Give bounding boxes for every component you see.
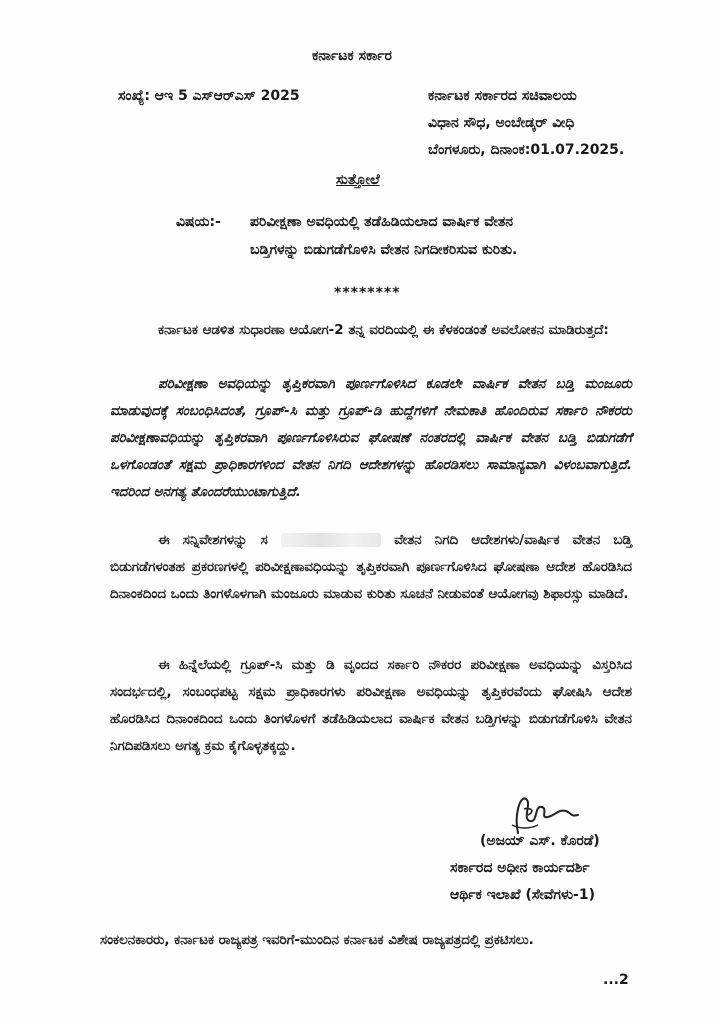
signatory-designation: ಸರ್ಕಾರದ ಅಧೀನ ಕಾರ್ಯದರ್ಶಿ [450, 860, 590, 876]
office-line-2: ವಿಧಾನ ಸೌಧ, ಅಂಬೇಡ್ಕರ್ ವೀಧಿ [428, 115, 575, 131]
paragraph-3-text-end: ವೇತನ ನಿಗದಿ ಆದೇಶಗಳು/ವಾರ್ಷಿಕ ವೇತನ ಬಡ್ತಿ ಬಿಡುಗಡೆಗಳಂತಹ ಪ್ರಕರಣಗಳಲ್ಲಿ ಪರಿವೀಕ್ಷಣಾವಧಿಯನ್ನು ತೃಪ್ತಿಕರವಾಗಿ ಪೂರ್ಣಗೊಳಿಸಿದ ಘೋಷಣಾ ಆದೇಶ ಹೊರಡಿಸಿದ ದಿನಾಂಕದಿಂದ ಒಂದು ತಿಂಗಳೊಳಗಾಗಿ ಮಂಜೂರು ಮಾಡುವ ಕುರಿತು ಸೂಚನೆ ನೀಡುವಂತೆ ಆಯೋಗವು ಶಿಫಾರಸ್ಸು ಮಾಡಿದೆ. [110, 533, 632, 602]
subject-line-2: ಬಡ್ತಿಗಳನ್ನು ಬಿಡುಗಡೆಗೊಳಿಸಿ ವೇತನ ನಿಗದೀಕರಿಸುವ ಕುರಿತು. [250, 242, 518, 258]
illegible-smudge [281, 533, 381, 547]
paragraph-1 [110, 317, 632, 344]
paragraph-2-quote [110, 371, 632, 506]
page-continuation: ...2 [603, 972, 629, 988]
paragraph-1-text: ಕರ್ನಾಟಕ ಆಡಳಿತ ಸುಧಾರಣಾ ಆಯೋಗ-2 ತನ್ನ ವರದಿಯಲ್ಲಿ ಈ ಕೆಳಕಂಡಂತೆ ಅವಲೋಕನ ಮಾಡಿರುತ್ತದೆ: [158, 323, 609, 338]
subject-label: ವಿಷಯ:- [176, 214, 221, 230]
government-heading: ಕರ್ನಾಟಕ ಸರ್ಕಾರ [312, 48, 392, 64]
paragraph-3 [110, 527, 632, 608]
paragraph-3-text-start: ಈ ಸನ್ನಿವೇಶಗಳನ್ನು ಸ [158, 533, 268, 548]
paragraph-2-text: ಪರಿವೀಕ್ಷಣಾ ಅವಧಿಯನ್ನು ತೃಪ್ತಿಕರವಾಗಿ ಪೂರ್ಣಗೊಳಿಸಿದ ಕೂಡಲೇ ವಾರ್ಷಿಕ ವೇತನ ಬಡ್ತಿ ಮಂಜೂರು ಮಾಡುವುದಕ್ಕೆ ಸಂಬಂಧಿಸಿದಂತೆ, ಗ್ರೂಪ್-ಸಿ ಮತ್ತು ಗ್ರೂಪ್-ಡಿ ಹುದ್ದೆಗಳಿಗೆ ನೇಮಕಾತಿ ಹೊಂದಿರುವ ಸರ್ಕಾರಿ ನೌಕರರು ಪರಿವೀಕ್ಷಣಾವಧಿಯನ್ನು ತೃಪ್ತಿಕರವಾಗಿ ಪೂರ್ಣಗೊಳಿಸಿರುವ ಘೋಷಣೆ ನಂತರದಲ್ಲಿ ವಾರ್ಷಿಕ ವೇತನ ಬಡ್ತಿ ಬಿಡುಗಡೆಗೆ ಒಳಗೊಂಡಂತೆ ಸಕ್ಷಮ ಪ್ರಾಧಿಕಾರಗಳಿಂದ ವೇತನ ನಿಗದಿ ಆದೇಶಗಳನ್ನು ಹೊರಡಿಸಲು ಸಾಮಾನ್ಯವಾಗಿ ವಿಳಂಬವಾಗುತ್ತಿದೆ. ಇದರಿಂದ ಅನಗತ್ಯ ತೊಂದರೆಯುಂಟಾಗುತ್ತಿದೆ. [110, 377, 632, 500]
subject-line-1: ಪರಿವೀಕ್ಷಣಾ ಅವಧಿಯಲ್ಲಿ ತಡೆಹಿಡಿಯಲಾದ ವಾರ್ಷಿಕ ವೇತನ [250, 214, 514, 230]
paragraph-4-text: ಈ ಹಿನ್ನೆಲೆಯಲ್ಲಿ ಗ್ರೂಪ್-ಸಿ ಮತ್ತು ಡಿ ವೃಂದದ ಸರ್ಕಾರಿ ನೌಕರರ ಪರಿವೀಕ್ಷಣಾ ಅವಧಿಯನ್ನು ವಿಸ್ತರಿಸಿದ ಸಂದರ್ಭದಲ್ಲಿ, ಸಂಬಂಧಪಟ್ಟ ಸಕ್ಷಮ ಪ್ರಾಧಿಕಾರಗಳು ಪರಿವೀಕ್ಷಣಾ ಅವಧಿಯನ್ನು ತೃಪ್ತಿಕರವೆಂದು ಘೋಷಿಸಿ ಆದೇಶ ಹೊರಡಿಸಿದ ದಿನಾಂಕದಿಂದ ಒಂದು ತಿಂಗಳೊಳಗೆ ತಡೆಹಿಡಿಯಲಾದ ವಾರ್ಷಿಕ ವೇತನ ಬಡ್ತಿಗಳನ್ನು ಬಿಡುಗಡೆಗೊಳಿಸಿ ವೇತನ ನಿಗದಿಪಡಿಸಲು ಅಗತ್ಯ ಕ್ರಮ ಕೈಗೊಳ್ಳತಕ್ಕದ್ದು. [110, 658, 632, 754]
office-line-1: ಕರ್ನಾಟಕ ಸರ್ಕಾರದ ಸಚಿವಾಲಯ [428, 88, 577, 104]
paragraph-4 [110, 652, 632, 760]
document-title: ಸುತ್ತೋಲೆ [336, 172, 380, 188]
order-number: ಸಂಖ್ಯೆ: ಆಇ 5 ಎಸ್‌ಆರ್‌ಎಸ್ 2025 [118, 88, 300, 104]
signatory-department: ಆರ್ಥಿಕ ಇಲಾಖೆ (ಸೇವೆಗಳು-1) [450, 887, 596, 903]
footer-note: ಸಂಕಲನಕಾರರು, ಕರ್ನಾಟಕ ರಾಜ್ಯಪತ್ರ ಇವರಿಗೆ-ಮುಂದಿನ ಕರ್ನಾಟಕ ವಿಶೇಷ ರಾಜ್ಯಪತ್ರದಲ್ಲಿ ಪ್ರಕಟಿಸಲು. [100, 933, 534, 948]
signatory-name: (ಅಜಯ್ ಎಸ್. ಕೊರಡೆ) [480, 833, 600, 849]
place-date: ಬೆಂಗಳೂರು, ದಿನಾಂಕ:01.07.2025. [428, 142, 625, 158]
handwritten-signature [500, 785, 590, 840]
section-separator: ******** [334, 285, 401, 301]
